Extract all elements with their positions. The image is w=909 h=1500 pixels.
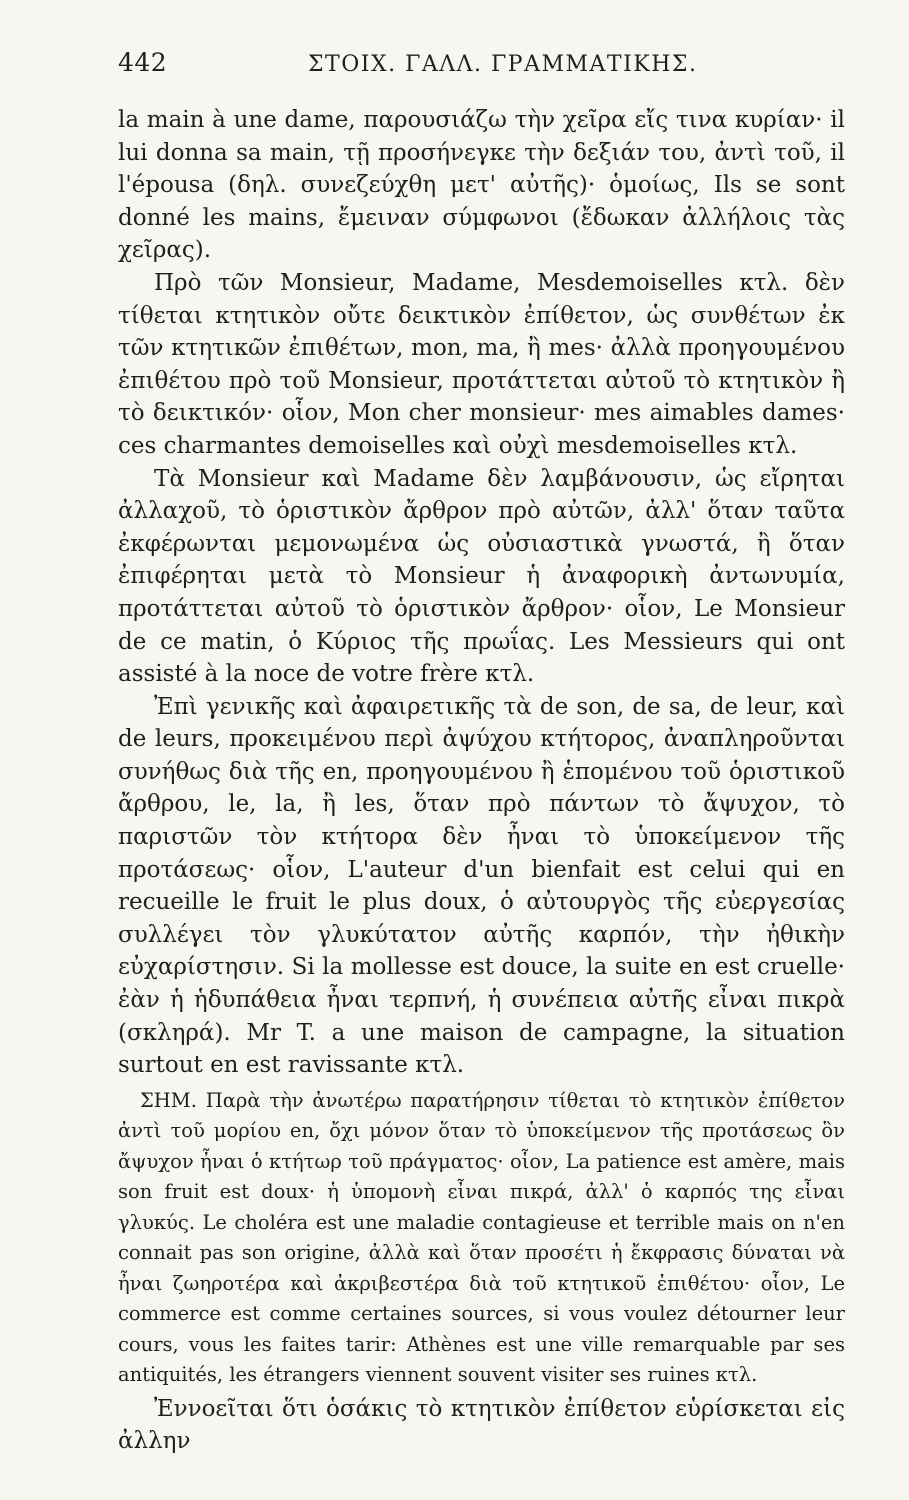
running-title: ΣΤΟΙΧ. ΓΑΛΛ. ΓΡΑΜΜΑΤΙΚΗΣ.: [308, 52, 698, 77]
paragraph: Ἐπὶ γενικῆς καὶ ἀφαιρετικῆς τὰ de son, de sa, de leur, καὶ de leurs, προκειμένου περὶ ἀψύχου κτήτορος, ἀναπληροῦνται συνήθως διὰ τῆς en, προηγουμένου ἢ ἑπομένου τοῦ ὁριστικοῦ ἄρθρου, le, la, ἢ les, ὅταν πρὸ πάντων τὸ ἄψυχον, τὸ παριστῶν τὸν κτήτορα δὲν ἦναι τὸ ὑποκείμενον τῆς προτάσεως· οἷον, L'auteur d'un bienfait est celui qui en recueille le fruit le plus doux, ὁ αὐτουργὸς τῆς εὐεργεσίας συλλέγει τὸν γλυκύτατον αὐτῆς καρπόν, τὴν ἠθικὴν εὐχαρίστησιν. Si la mollesse est douce, la suite en est cruelle· ἐὰν ἡ ἡδυπάθεια ἦναι τερπνή, ἡ συνέπεια αὐτῆς εἶναι πικρὰ (σκληρά). Mr T. a une maison de campagne, la situation surtout en est ravissante κτλ.: [118, 693, 845, 1079]
paragraph: Πρὸ τῶν Monsieur, Madame, Mesdemoiselles κτλ. δὲν τίθεται κτητικὸν οὔτε δεικτικὸν ἐπίθετον, ὡς συνθέτων ἐκ τῶν κτητικῶν ἐπιθέτων, mon, ma, ἢ mes· ἀλλὰ προηγουμένου ἐπιθέτου πρὸ τοῦ Monsieur, προτάττεται αὐτοῦ τὸ κτητικὸν ἢ τὸ δεικτικόν· οἷον, Mon cher monsieur· mes aimables dames· ces charmantes demoiselles καὶ οὐχὶ mesdemoiselles κτλ.: [118, 269, 845, 459]
paragraph: la main à une dame, παρουσιάζω τὴν χεῖρα εἴς τινα κυρίαν· il lui donna sa main, τῇ προσήνεγκε τὴν δεξιάν του, ἀντὶ τοῦ, il l'épousa (δηλ. συνεζεύχθη μετ' αὐτῆς)· ὁμοίως, Ils se sont donné les mains, ἔμειναν σύμφωνοι (ἔδωκαν ἀλλήλοις τὰς χεῖρας).: [118, 107, 845, 264]
paragraph-continued: Ἐννοεῖται ὅτι ὁσάκις τὸ κτητικὸν ἐπίθετον εὑρίσκεται εἰς ἀλλην: [118, 1395, 845, 1455]
remark-note: ΣΗΜ. Παρὰ τὴν ἀνωτέρω παρατήρησιν τίθεται τὸ κτητικὸν ἐπίθετον ἀντὶ τοῦ μορίου en, ὄχι μόνον ὅταν τὸ ὑποκείμενον τῆς προτάσεως ὃν ἄψυχον ἦναι ὁ κτήτωρ τοῦ πράγματος· οἷον, La patience est amère, mais son fruit est doux· ἡ ὑπομονὴ εἶναι πικρά, ἀλλ' ὁ καρπός της εἶναι γλυκύς. Le choléra est une maladie contagieuse et terrible mais on n'en connait pas son origine, ἀλλὰ καὶ ὅταν προσέτι ἡ ἔκφρασις δύναται νὰ ἦναι ζωηροτέρα καὶ ἀκριβεστέρα διὰ τοῦ κτητικοῦ ἐπιθέτου· οἷον, Le commerce est comme certaines sources, si vous voulez détourner leur cours, vous les faites tarir: Athènes est une ville remarquable par ses antiquités, les étrangers viennent souvent visiter ses ruines κτλ.: [118, 1088, 845, 1387]
running-head: [118, 40, 845, 86]
body-text: [118, 104, 845, 1458]
paragraph: Τὰ Monsieur καὶ Madame δὲν λαμβάνουσιν, ὡς εἴρηται ἀλλαχοῦ, τὸ ὁριστικὸν ἄρθρον πρὸ αὐτῶν, ἀλλ' ὅταν ταῦτα ἐκφέρωνται μεμονωμένα ὡς οὐσιαστικὰ γνωστά, ἢ ὅταν ἐπιφέρηται μετὰ τὸ Monsieur ἡ ἀναφορικὴ ἀντωνυμία, προτάττεται αὐτοῦ τὸ ὁριστικὸν ἄρθρον· οἷον, Le Monsieur de ce matin, ὁ Κύριος τῆς πρωΐας. Les Messieurs qui ont assisté à la noce de votre frère κτλ.: [118, 465, 845, 688]
page-number: 442: [118, 48, 168, 77]
